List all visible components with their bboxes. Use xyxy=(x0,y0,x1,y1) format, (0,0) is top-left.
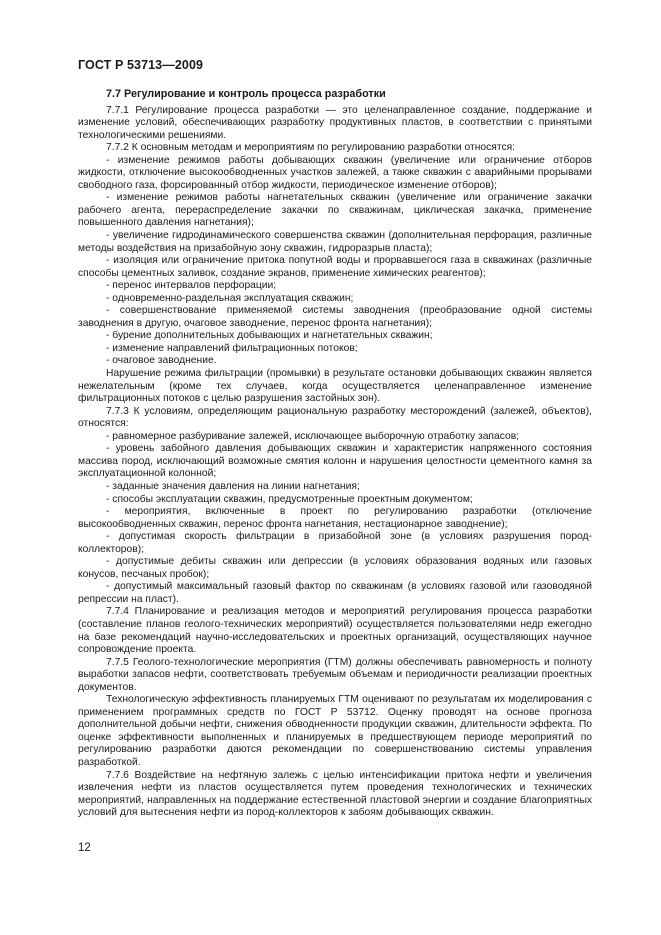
paragraph-7-7-2: 7.7.2 К основным методам и мероприятиям по регулированию разработки относятся: xyxy=(106,142,516,154)
list-item: - совершенствование применяемой системы заводнения (преобразование одной системы заводнения в другую, очаговое заводнение, перенос фронта нагнетания); xyxy=(78,305,592,329)
list-item: - заданные значения давления на линии нагнетания; xyxy=(106,480,360,492)
list-item: - изменение направлений фильтрационных потоков; xyxy=(106,342,358,354)
paragraph-7-7-1: 7.7.1 Регулирование процесса разработки — это целенаправленное создание, поддержание и изменение условий, обеспечивающих разработку продуктивных пластов, в соответствии с принятыми технологическими решениями. xyxy=(78,104,592,141)
paragraph-7-7-5: 7.7.5 Геолого-технологические мероприятия (ГТМ) должны обеспечивать равномерность и полноту выработки запасов нефти, соответствовать требуемым объемам и периодичности реализации проектных документов. xyxy=(78,656,592,693)
section-title: 7.7 Регулирование и контроль процесса разработки xyxy=(106,88,386,100)
list-item: - перенос интервалов перфорации; xyxy=(106,280,277,292)
paragraph-7-7-4: 7.7.4 Планирование и реализация методов и мероприятий регулирования процесса разработки (составление планов геолого-технических мероприятий) осуществляется пользователями недр ежегодно на базе рекомендаций научно-исследовательских и проектных организаций, осуществляющих научное сопровождение проекта. xyxy=(78,606,592,656)
list-item: - допустимые дебиты скважин или депрессии (в условиях образования водяных или газовых конусов, песчаных пробок); xyxy=(78,556,592,580)
list-item: - равномерное разбуривание залежей, исключающее выборочную отработку запасов; xyxy=(106,430,520,442)
list-item: - уровень забойного давления добывающих скважин и характеристик напряженного состояния массива пород, исключающий возможные смятия колонн и нарушения целостности цементного камня за эксплуатационной колонной; xyxy=(78,443,592,480)
paragraph-gtm-efficiency: Технологическую эффективность планируемых ГТМ оценивают по результатам их моделирования с применением программных средств по ГОСТ Р 53712. Оценку проводят на основе прогноза дополнительной добычи нефти, снижения обводненности продукции скважин, длительности эффекта. По оценке эффективности выполненных и планируемых в предшествующем периоде мероприятий по регулированию разработки даются рекомендации по совершенствованию системы управления разработкой. xyxy=(78,694,592,768)
document-code-header: ГОСТ Р 53713—2009 xyxy=(78,58,204,72)
list-item: - бурение дополнительных добывающих и нагнетательных скважин; xyxy=(106,330,433,342)
list-item: - изоляция или ограничение притока попутной воды и прорвавшегося газа в скважинах (различные способы цементных заливок, создание экранов, применение химических реагентов); xyxy=(78,255,592,279)
section-content xyxy=(78,88,592,820)
paragraph-7-7-6: 7.7.6 Воздействие на нефтяную залежь с целью интенсификации притока нефти и увеличения извлечения нефти из пластов осуществляется путем проведения технологических и технических мероприятий, направленных на поддержание естественной пластовой энергии и создание благоприятных условий для вытеснения нефти из пород-коллекторов к забоям добывающих скважин. xyxy=(78,769,592,819)
list-item: - очаговое заводнение. xyxy=(106,355,217,367)
list-item: - мероприятия, включенные в проект по регулированию разработки (отключение высокообводненных скважин, перенос фронта нагнетания, нестационарное заводнение); xyxy=(78,506,592,530)
list-item: - одновременно-раздельная эксплуатация скважин; xyxy=(106,292,354,304)
list-item: - изменение режимов работы нагнетательных скважин (увеличение или ограничение закачки рабочего агента, перераспределение закачки по скважинам, циклическая закачка, применение повышенного давления нагнетания); xyxy=(78,192,592,229)
paragraph-7-7-3: 7.7.3 К условиям, определяющим рациональную разработку месторождений (залежей, объектов), относятся: xyxy=(78,405,592,430)
page-number: 12 xyxy=(78,842,91,854)
paragraph-filtration-note: Нарушение режима фильтрации (промывки) в результате остановки добывающих скважин является нежелательным (кроме тех случаев, когда осуществляется целенаправленное изменение фильтрационных потоков с целью разрушения застойных зон). xyxy=(78,368,592,405)
list-item: - увеличение гидродинамического совершенства скважин (дополнительная перфорация, различные методы воздействия на призабойную зону скважин, гидроразрыв пласта); xyxy=(78,230,592,254)
list-item: - допустимая скорость фильтрации в призабойной зоне (в условиях разрушения пород-коллекторов); xyxy=(78,531,592,555)
list-item: - изменение режимов работы добывающих скважин (увеличение или ограничение отборов жидкости, отключение высокообводненных участков залежей, а также скважин с аварийными прорывами свободного газа, форсированный отбор жидкости, периодическое изменение отборов); xyxy=(78,154,592,191)
list-item: - способы эксплуатации скважин, предусмотренные проектным документом; xyxy=(106,493,473,505)
list-item: - допустимый максимальный газовый фактор по скважинам (в условиях газовой или газоводяной репрессии на пласт). xyxy=(78,581,592,605)
